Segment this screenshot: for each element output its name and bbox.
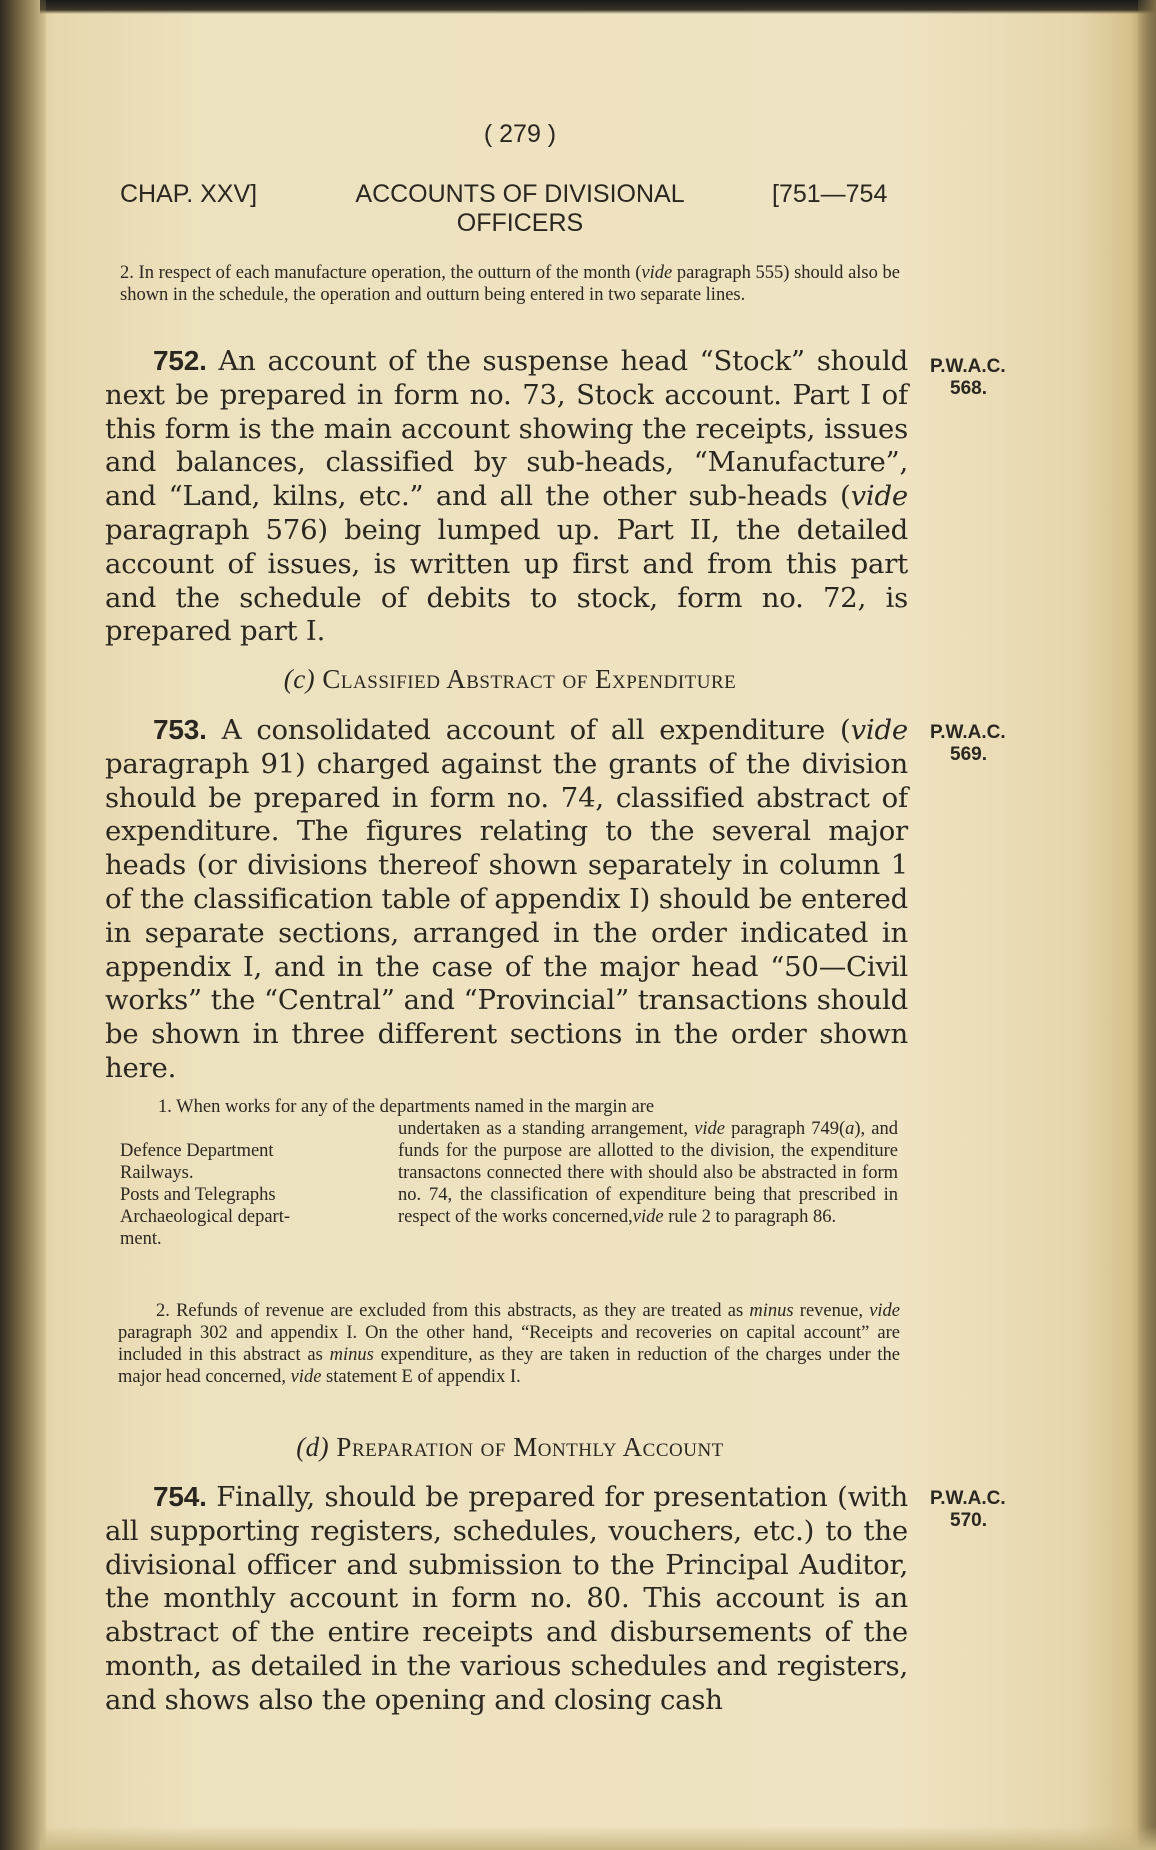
section-heading-d (0, 1432, 1020, 1463)
footnote-text: revenue, (793, 1301, 870, 1321)
page-right-edge (1138, 0, 1156, 1850)
vide-italic: vide (290, 1367, 322, 1387)
paragraph-number: 754. (153, 1481, 207, 1512)
vide-italic: vide (850, 714, 908, 746)
margin-ref-code: P.W.A.C. (930, 1488, 1006, 1509)
paragraph-754 (105, 1480, 908, 1718)
paragraph-number: 753. (153, 714, 207, 745)
paragraph-text: Finally, should be prepared for presentation (with all supporting registers, schedules, vouchers, etc.) to the divisional officer and submission to the Principal Auditor, the monthly account in form no. 80. This account is an abstract of the entire receipts and disbursements of the month, as detailed in the various schedules and registers, and shows also the opening and closing cash (105, 1481, 908, 1716)
footnote-text: In respect of each manufacture operation, the outturn of the month ( (133, 263, 642, 283)
footnote-text: ), and funds for the purpose are allotted to the division, the expenditure transactons connected there with should also be abstracted in form no. 74, the classification of expenditure being that prescribed in respect of the works concerned, (398, 1119, 898, 1227)
footnote-text: 2. Refunds of revenue are excluded from this abstracts, as they are treated as (156, 1301, 750, 1321)
department-item: Railways. (120, 1163, 194, 1183)
paragraph-753 (105, 713, 908, 1086)
italic-letter: a (845, 1119, 855, 1139)
section-label: (c) (283, 664, 316, 694)
section-heading-c (0, 664, 1020, 695)
margin-reference-754 (930, 1488, 1006, 1532)
footnote-text: statement E of appendix I. (321, 1367, 521, 1387)
footnote-number: 2. (120, 263, 134, 283)
footnote-text: paragraph 749( (725, 1119, 846, 1139)
footnote-text: paragraph 555) should also be shown in the schedule, the operation and outturn being entered in two separate lines. (120, 263, 901, 305)
section-title: Preparation of Monthly Account (336, 1432, 724, 1462)
paragraph-range: [751—754 (772, 180, 888, 208)
department-item: Posts and Telegraphs (120, 1185, 276, 1205)
margin-ref-number: 569. (950, 744, 987, 765)
footnote-753-1 (120, 1096, 900, 1249)
vide-italic: vide (869, 1301, 900, 1321)
vide-italic: vide (632, 1207, 664, 1227)
footnote-text: paragraph 302 and appendix I. On the other hand, “Receipts and recoveries on capital account” are included in this abstract as (118, 1323, 900, 1365)
vide-italic: vide (850, 480, 908, 513)
minus-italic: minus (749, 1301, 794, 1321)
section-label: (d) (296, 1432, 330, 1462)
footnote-first-line: 1. When works for any of the departments named in the margin are (158, 1097, 655, 1117)
margin-ref-code: P.W.A.C. (930, 722, 1006, 743)
margin-ref-code: P.W.A.C. (930, 356, 1006, 377)
footnote-text: expenditure, as they are taken in reduction of the charges under the major head concerned, (118, 1345, 900, 1387)
footnote-753-2 (118, 1300, 900, 1388)
department-item: Defence Department (120, 1141, 274, 1161)
paragraph-text: A consolidated account of all expenditure ( (206, 714, 851, 746)
minus-italic: minus (329, 1345, 374, 1365)
footnote-text: undertaken as a standing arrangement, (398, 1119, 695, 1139)
footnote-text: rule 2 to paragraph 86. (663, 1207, 837, 1227)
page-number: ( 279 ) (483, 120, 557, 148)
paragraph-text: paragraph 576) being lumped up. Part II, the detailed account of issues, is written up first and from this part and the schedule of debits to stock, form no. 72, is prepared part I. (105, 513, 908, 648)
section-title: Classified Abstract of Expenditure (322, 664, 737, 694)
chapter-label: CHAP. XXV] (120, 180, 258, 208)
footnote-body (398, 1118, 898, 1228)
vide-italic: vide (641, 263, 673, 283)
margin-ref-number: 570. (950, 1510, 987, 1531)
paragraph-text: paragraph 91) charged against the grants of the division should be prepared in form no. 74, classified abstract of expenditure. The figures relating to the several major heads (or divisions thereof shown separately in column 1 of the classification table of appendix I) should be entered in separate sections, arranged in the order indicated in appendix I, and in the case of the major head “50—Civil works” the “Central” and “Provincial” transactions should be shown in three different sections in the order shown here. (105, 747, 908, 1084)
vide-italic: vide (694, 1119, 725, 1139)
margin-ref-number: 568. (950, 378, 987, 399)
paragraph-752 (105, 344, 908, 649)
paragraph-text: An account of the suspense head “Stock” should next be prepared in form no. 73, Stock account. Part I of this form is the main account showing the receipts, issues and balances, classified by sub-heads, “Manufacture”, and “Land, kilns, etc.” and all the other sub-heads ( (105, 345, 908, 513)
department-list (120, 1140, 382, 1250)
running-title-line-1: ACCOUNTS OF DIVISIONAL (355, 180, 685, 208)
margin-reference-753 (930, 722, 1006, 766)
page-bottom-edge (40, 1826, 1156, 1850)
margin-reference-752 (930, 356, 1006, 400)
running-title-line-2: OFFICERS (456, 209, 584, 237)
paragraph-number: 752. (153, 345, 207, 376)
department-item: ment. (120, 1229, 162, 1249)
book-spine-shadow (0, 0, 46, 1850)
page-top-edge (40, 0, 1156, 14)
footnote-751-2 (120, 262, 900, 306)
running-title (300, 180, 740, 238)
department-item: Archaeological depart- (120, 1207, 291, 1227)
